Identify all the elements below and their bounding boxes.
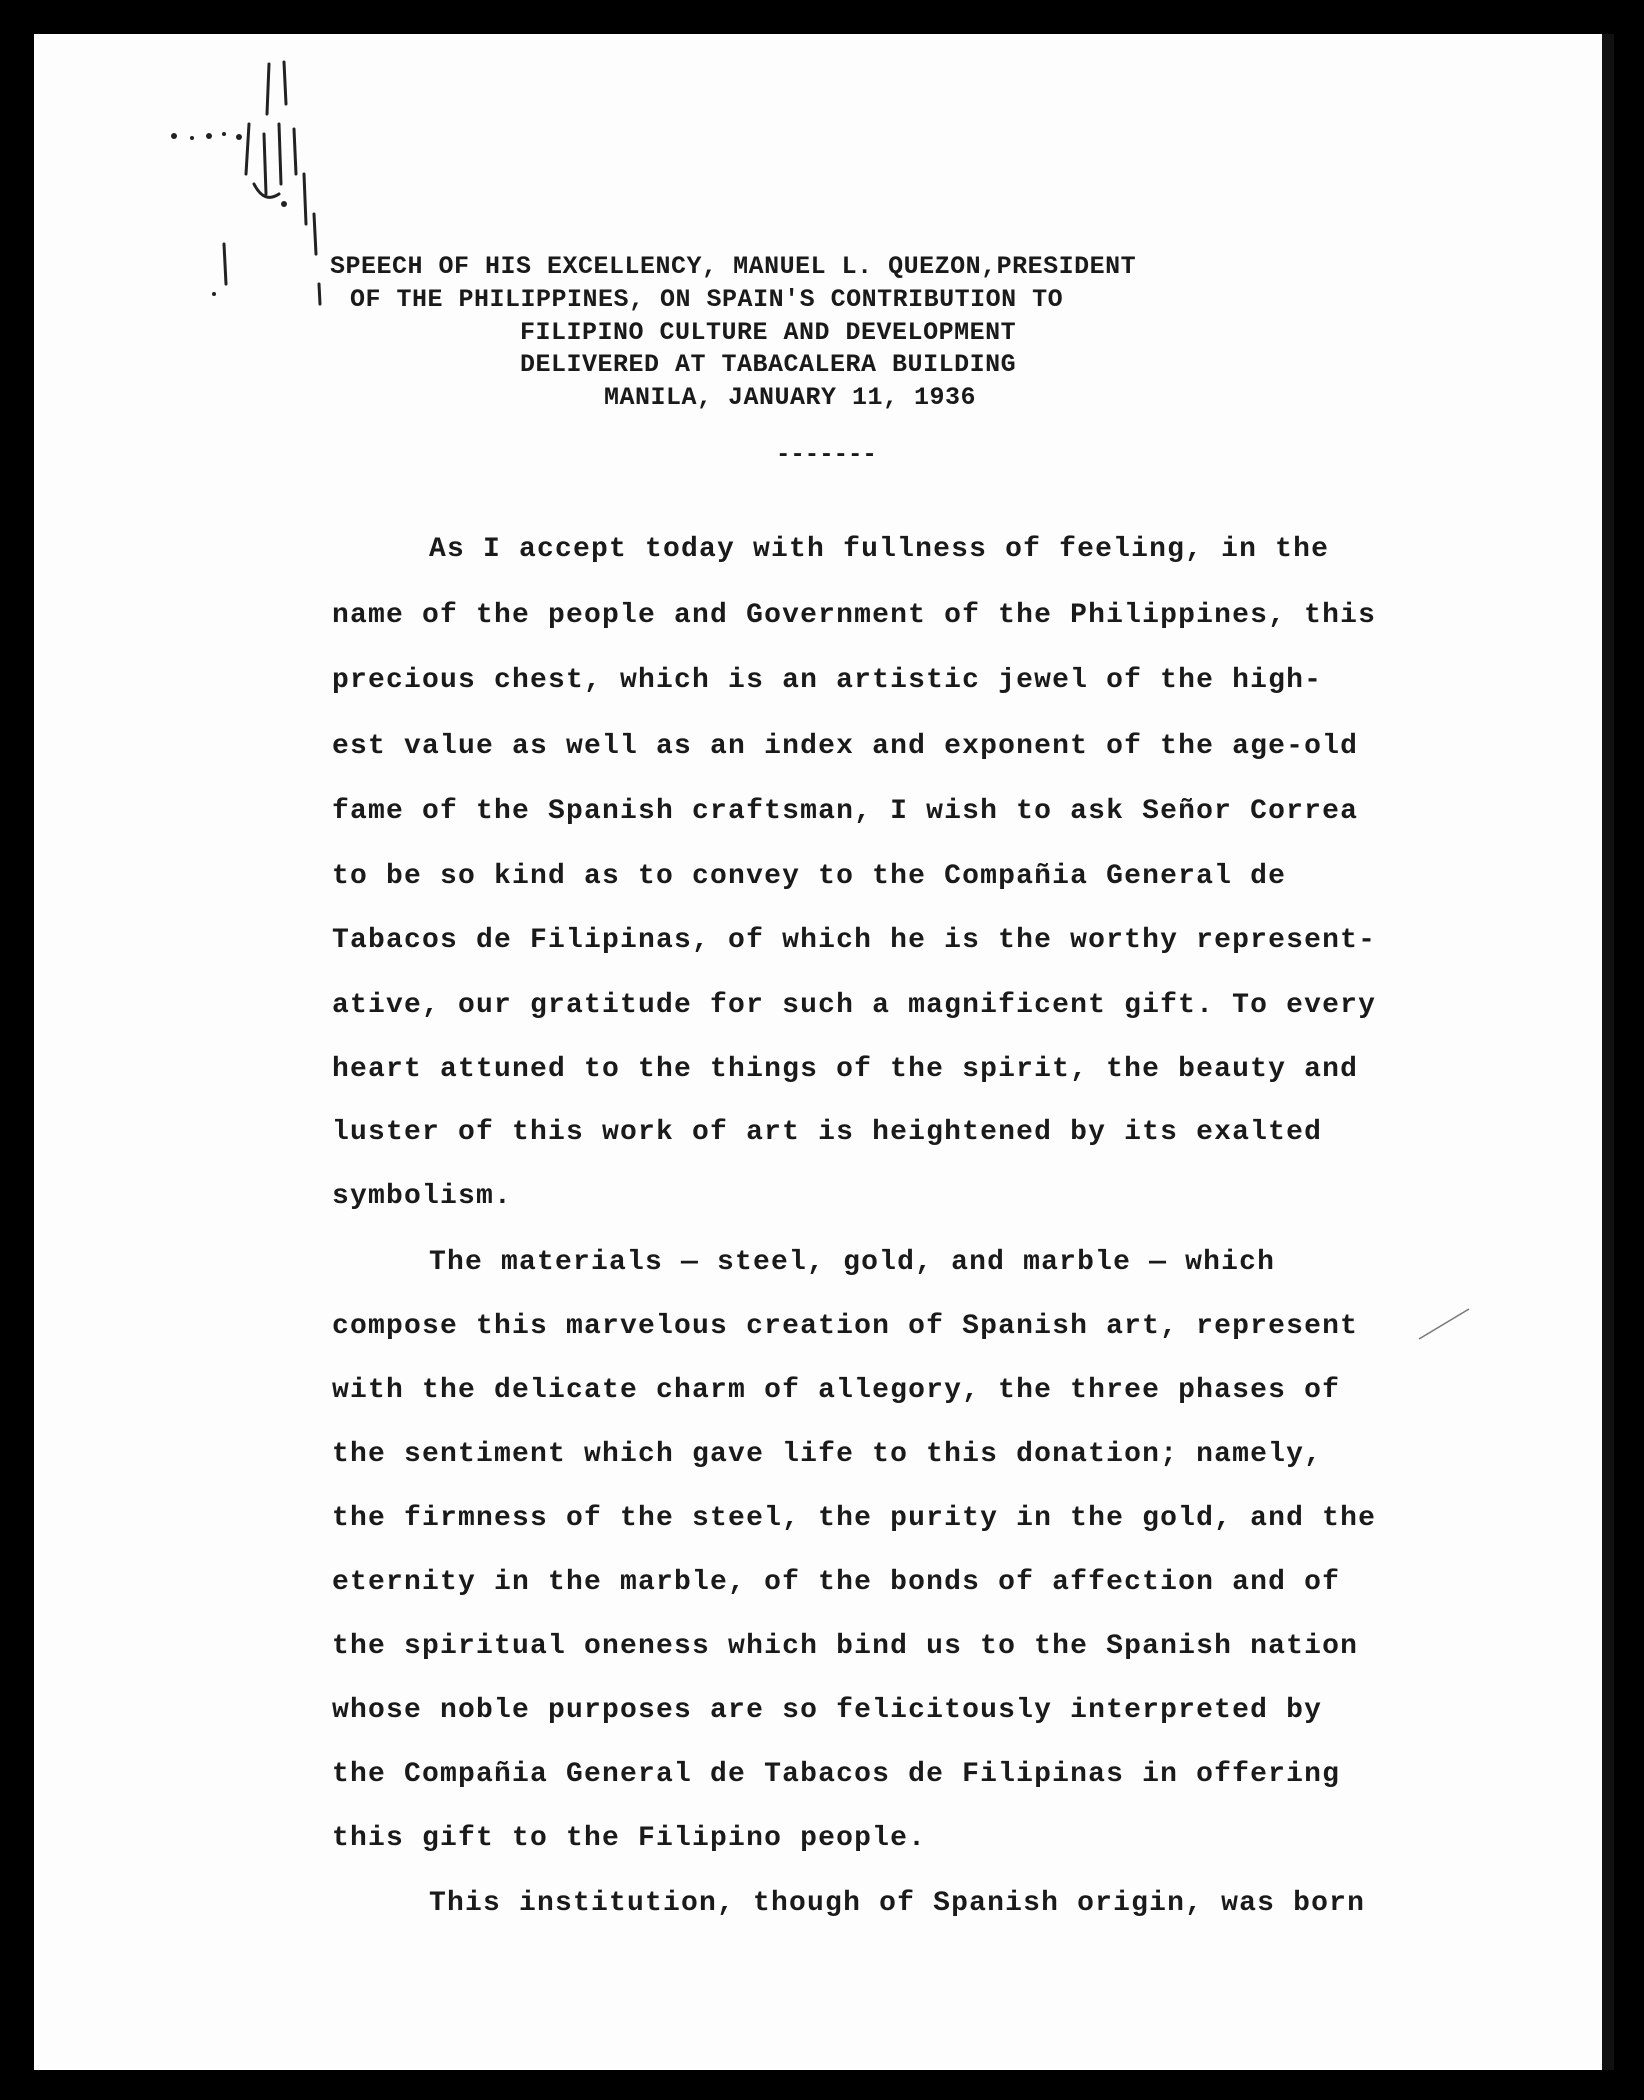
body-line: luster of this work of art is heightened by its exalted (332, 1117, 1323, 1148)
body-line: to be so kind as to convey to the Compañia General de (332, 861, 1287, 892)
body-line: the firmness of the steel, the purity in the gold, and the (332, 1503, 1377, 1534)
body-line: est value as well as an index and exponent of the age-old (332, 731, 1359, 762)
body-line: This institution, though of Spanish origin, was born (429, 1888, 1366, 1919)
title-line-5: MANILA, JANUARY 11, 1936 (604, 383, 977, 412)
body-line: the spiritual oneness which bind us to the Spanish nation (332, 1631, 1359, 1662)
body-line: The materials — steel, gold, and marble — which (429, 1247, 1276, 1278)
divider: ------- (776, 442, 877, 469)
page-edge-shadow (1602, 34, 1614, 2070)
body-line: name of the people and Government of the Philippines, this (332, 600, 1377, 631)
body-line: compose this marvelous creation of Spanish art, represent (332, 1311, 1359, 1342)
body-line: ative, our gratitude for such a magnificent gift. To every (332, 990, 1377, 1021)
title-line-2: OF THE PHILIPPINES, ON SPAIN'S CONTRIBUTION TO (350, 285, 1064, 314)
title-line-1: SPEECH OF HIS EXCELLENCY, MANUEL L. QUEZON,PRESIDENT (330, 252, 1137, 281)
body-line: with the delicate charm of allegory, the three phases of (332, 1375, 1341, 1406)
body-line: fame of the Spanish craftsman, I wish to ask Señor Correa (332, 796, 1359, 827)
body-line: the sentiment which gave life to this donation; namely, (332, 1439, 1323, 1470)
body-line: heart attuned to the things of the spirit, the beauty and (332, 1054, 1359, 1085)
body-line: this gift to the Filipino people. (332, 1823, 927, 1854)
body-line: whose noble purposes are so felicitously interpreted by (332, 1695, 1323, 1726)
body-line: symbolism. (332, 1181, 513, 1212)
body-line: eternity in the marble, of the bonds of affection and of (332, 1567, 1341, 1598)
body-line: the Compañia General de Tabacos de Filipinas in offering (332, 1759, 1341, 1790)
title-line-4: DELIVERED AT TABACALERA BUILDING (520, 350, 1017, 379)
title-line-3: FILIPINO CULTURE AND DEVELOPMENT (520, 318, 1017, 347)
body-line: Tabacos de Filipinas, of which he is the worthy represent- (332, 925, 1377, 956)
body-line: As I accept today with fullness of feeling, in the (429, 534, 1330, 565)
document-page (34, 34, 1602, 2070)
body-line: precious chest, which is an artistic jewel of the high- (332, 665, 1323, 696)
pencil-mark-icon (1414, 1304, 1474, 1344)
